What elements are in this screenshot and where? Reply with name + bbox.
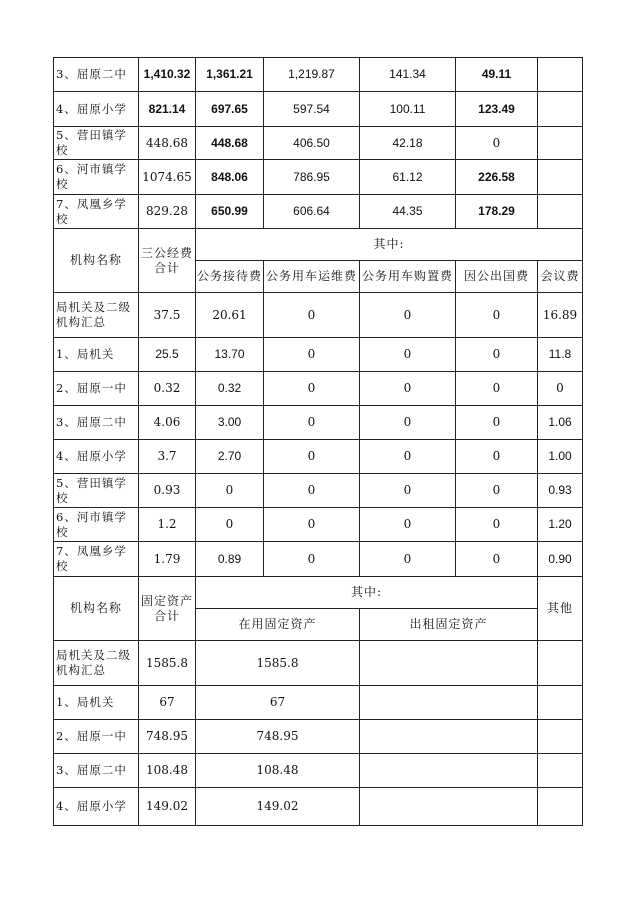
org-name: 3、屈原二中 xyxy=(54,754,139,788)
cell-value: 0 xyxy=(360,372,456,406)
cell-value: 0 xyxy=(360,474,456,508)
col-header-of-which: 其中: xyxy=(196,577,538,609)
cell-value: 0 xyxy=(264,542,360,577)
cell-value: 178.29 xyxy=(456,195,538,229)
cell-value xyxy=(538,195,583,229)
col-header-of-which: 其中: xyxy=(196,229,583,261)
cell-total: 3.7 xyxy=(139,440,196,474)
cell-value xyxy=(538,720,583,754)
cell-value: 848.06 xyxy=(196,160,264,195)
cell-total: 829.28 xyxy=(139,195,196,229)
col-header-car-maintenance: 公务用车运维费 xyxy=(264,261,360,293)
cell-value: 44.35 xyxy=(360,195,456,229)
cell-value: 786.95 xyxy=(264,160,360,195)
cell-total: 25.5 xyxy=(139,338,196,372)
table-row xyxy=(54,474,583,508)
cell-value: 67 xyxy=(196,686,360,720)
cell-value: 0 xyxy=(456,440,538,474)
header-row xyxy=(54,577,583,609)
org-name: 2、屈原一中 xyxy=(54,372,139,406)
org-name: 5、营田镇学校 xyxy=(54,474,139,508)
cell-total: 37.5 xyxy=(139,293,196,338)
cell-value: 0.90 xyxy=(538,542,583,577)
cell-total: 0.32 xyxy=(139,372,196,406)
cell-value xyxy=(360,686,538,720)
cell-total: 1,410.32 xyxy=(139,58,196,92)
cell-total: 67 xyxy=(139,686,196,720)
cell-value: 13.70 xyxy=(196,338,264,372)
cell-value: 0.32 xyxy=(196,372,264,406)
cell-value: 1585.8 xyxy=(196,641,360,686)
cell-total: 1.2 xyxy=(139,508,196,542)
org-name: 局机关及二级机构汇总 xyxy=(54,641,139,686)
org-name: 7、凤凰乡学校 xyxy=(54,195,139,229)
cell-value: 0 xyxy=(196,474,264,508)
org-name: 2、屈原一中 xyxy=(54,720,139,754)
cell-value: 448.68 xyxy=(196,127,264,160)
cell-value: 1.00 xyxy=(538,440,583,474)
cell-value xyxy=(538,58,583,92)
cell-value: 0 xyxy=(456,406,538,440)
col-header-car-purchase: 公务用车购置费 xyxy=(360,261,456,293)
col-header-org: 机构名称 xyxy=(54,229,139,293)
cell-value xyxy=(360,754,538,788)
cell-value xyxy=(538,641,583,686)
org-name: 3、屈原二中 xyxy=(54,406,139,440)
org-name: 3、屈原二中 xyxy=(54,58,139,92)
cell-value xyxy=(538,92,583,127)
cell-value: 3.00 xyxy=(196,406,264,440)
table-row xyxy=(54,406,583,440)
cell-value: 16.89 xyxy=(538,293,583,338)
cell-value: 0 xyxy=(264,440,360,474)
cell-value: 0 xyxy=(264,406,360,440)
org-name: 7、凤凰乡学校 xyxy=(54,542,139,577)
cell-value: 1.06 xyxy=(538,406,583,440)
cell-value: 0 xyxy=(456,293,538,338)
table-row xyxy=(54,127,583,160)
table-row xyxy=(54,788,583,826)
cell-value: 0 xyxy=(264,293,360,338)
cell-value: 42.18 xyxy=(360,127,456,160)
org-name: 1、局机关 xyxy=(54,338,139,372)
cell-value: 0.89 xyxy=(196,542,264,577)
cell-value: 606.64 xyxy=(264,195,360,229)
col-header-total: 三公经费合计 xyxy=(139,229,196,293)
cell-total: 1074.65 xyxy=(139,160,196,195)
table-row xyxy=(54,754,583,788)
cell-value xyxy=(360,788,538,826)
org-name: 5、营田镇学校 xyxy=(54,127,139,160)
cell-value: 0 xyxy=(360,508,456,542)
header-row xyxy=(54,229,583,261)
cell-value: 0 xyxy=(360,440,456,474)
cell-total: 108.48 xyxy=(139,754,196,788)
table-row xyxy=(54,338,583,372)
table-row xyxy=(54,720,583,754)
cell-value: 697.65 xyxy=(196,92,264,127)
cell-value: 226.58 xyxy=(456,160,538,195)
cell-value: 149.02 xyxy=(196,788,360,826)
cell-value xyxy=(538,788,583,826)
org-name: 4、屈原小学 xyxy=(54,788,139,826)
cell-value: 0.93 xyxy=(538,474,583,508)
cell-total: 0.93 xyxy=(139,474,196,508)
cell-value: 0 xyxy=(456,338,538,372)
cell-value: 61.12 xyxy=(360,160,456,195)
cell-value xyxy=(538,686,583,720)
cell-value xyxy=(538,754,583,788)
org-name: 1、局机关 xyxy=(54,686,139,720)
cell-value: 11.8 xyxy=(538,338,583,372)
table-row xyxy=(54,686,583,720)
col-header-other: 其他 xyxy=(538,577,583,641)
cell-value: 0 xyxy=(538,372,583,406)
cell-value: 0 xyxy=(360,542,456,577)
fixed-assets-table xyxy=(53,576,583,826)
table-row xyxy=(54,58,583,92)
cell-value: 141.34 xyxy=(360,58,456,92)
cell-value: 597.54 xyxy=(264,92,360,127)
cell-value: 49.11 xyxy=(456,58,538,92)
cell-value: 748.95 xyxy=(196,720,360,754)
col-header-total: 固定资产合计 xyxy=(139,577,196,641)
cell-value: 0 xyxy=(264,508,360,542)
cell-value: 0 xyxy=(456,542,538,577)
cell-value: 1.20 xyxy=(538,508,583,542)
cell-total: 1585.8 xyxy=(139,641,196,686)
table-row xyxy=(54,293,583,338)
org-name: 6、河市镇学校 xyxy=(54,160,139,195)
cell-value: 20.61 xyxy=(196,293,264,338)
cell-total: 4.06 xyxy=(139,406,196,440)
table-row xyxy=(54,542,583,577)
cell-total: 748.95 xyxy=(139,720,196,754)
cell-total: 821.14 xyxy=(139,92,196,127)
cell-value: 0 xyxy=(360,338,456,372)
cell-value: 0 xyxy=(264,372,360,406)
three-public-expenses-table xyxy=(53,228,583,577)
table-row xyxy=(54,160,583,195)
cell-value: 2.70 xyxy=(196,440,264,474)
cell-value: 1,361.21 xyxy=(196,58,264,92)
cell-value: 0 xyxy=(456,508,538,542)
cell-value: 0 xyxy=(456,127,538,160)
cell-value: 0 xyxy=(264,338,360,372)
table-row xyxy=(54,440,583,474)
cell-value: 0 xyxy=(360,406,456,440)
org-name: 局机关及二级机构汇总 xyxy=(54,293,139,338)
org-name: 4、屈原小学 xyxy=(54,92,139,127)
col-header-org: 机构名称 xyxy=(54,577,139,641)
table-row xyxy=(54,641,583,686)
cell-value xyxy=(538,127,583,160)
cell-value: 0 xyxy=(456,372,538,406)
table-row xyxy=(54,92,583,127)
col-header-meeting: 会议费 xyxy=(538,261,583,293)
cell-value: 123.49 xyxy=(456,92,538,127)
cell-total: 149.02 xyxy=(139,788,196,826)
cell-value: 650.99 xyxy=(196,195,264,229)
cell-value: 0 xyxy=(456,474,538,508)
cell-value xyxy=(360,720,538,754)
table-row xyxy=(54,508,583,542)
cell-value: 100.11 xyxy=(360,92,456,127)
org-name: 4、屈原小学 xyxy=(54,440,139,474)
expenditure-table-continued xyxy=(53,57,583,229)
cell-value: 1,219.87 xyxy=(264,58,360,92)
col-header-abroad: 因公出国费 xyxy=(456,261,538,293)
cell-value: 0 xyxy=(264,474,360,508)
col-header-leased: 出租固定资产 xyxy=(360,609,538,641)
cell-value: 0 xyxy=(360,293,456,338)
cell-value xyxy=(538,160,583,195)
col-header-reception: 公务接待费 xyxy=(196,261,264,293)
cell-value: 406.50 xyxy=(264,127,360,160)
table-row xyxy=(54,372,583,406)
col-header-in-use: 在用固定资产 xyxy=(196,609,360,641)
cell-total: 448.68 xyxy=(139,127,196,160)
table-row xyxy=(54,195,583,229)
cell-total: 1.79 xyxy=(139,542,196,577)
cell-value xyxy=(360,641,538,686)
cell-value: 0 xyxy=(196,508,264,542)
org-name: 6、河市镇学校 xyxy=(54,508,139,542)
cell-value: 108.48 xyxy=(196,754,360,788)
